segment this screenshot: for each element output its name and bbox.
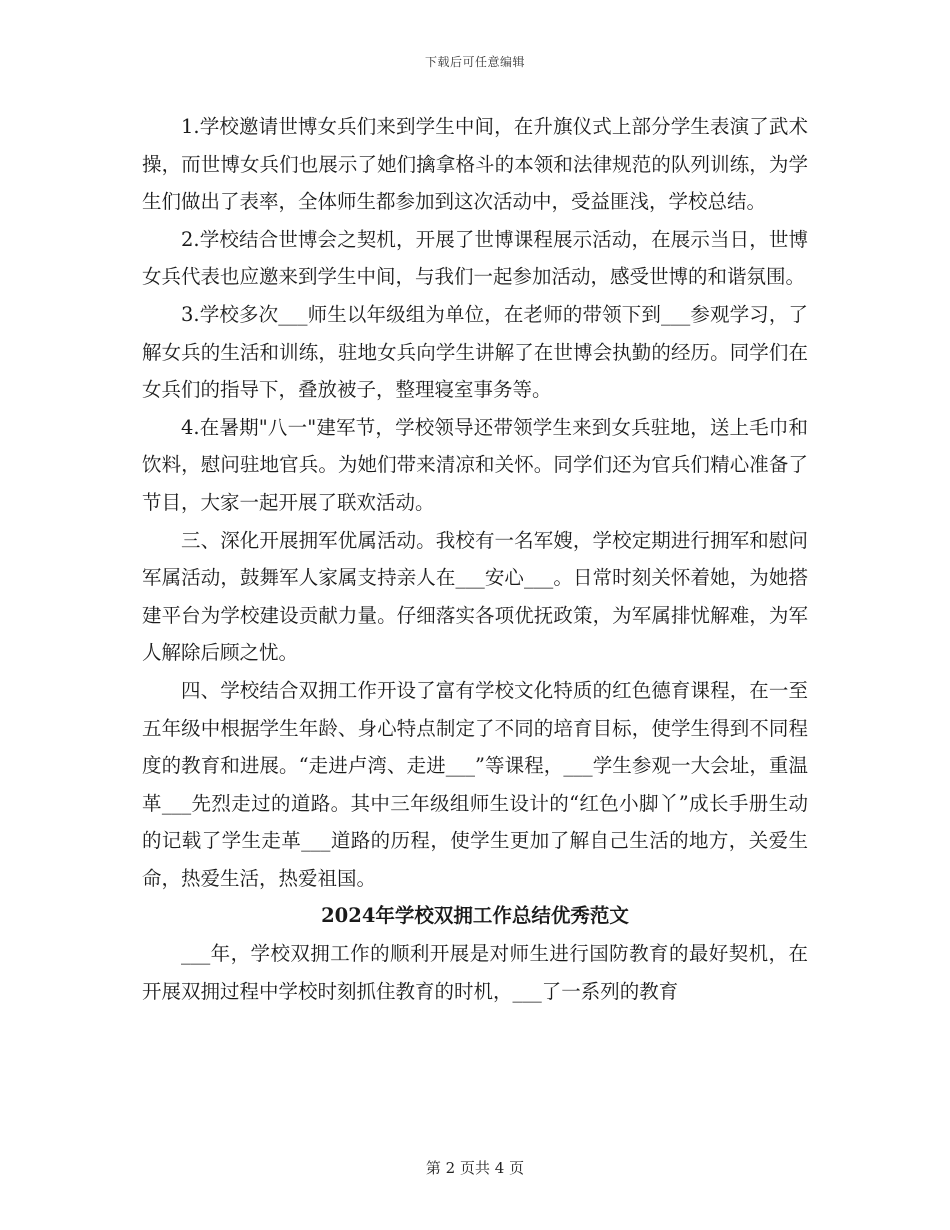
page-header-note: 下载后可任意编辑	[424, 55, 525, 69]
paragraph-item-4: 4.在暑期"八一"建军节，学校领导还带领学生来到女兵驻地，送上毛巾和饮料，慰问驻地官兵。为她们带来清凉和关怀。同学们还为官兵们精心准备了节目，大家一起开展了联欢活动。	[142, 415, 808, 514]
paragraph-section-four: 四、学校结合双拥工作开设了富有学校文化特质的红色德育课程，在一至五年级中根据学生年龄、身心特点制定了不同的培育目标，使学生得到不同程度的教育和进展。“走进卢湾、走进___”等课程，___学生参观一大会址，重温革___先烈走过的道路。其中三年级组师生设计的“红色小脚丫”成长手册生动的记载了学生走革___道路的历程，使学生更加了解自己生活的地方，关爱生命，热爱生活，热爱祖国。	[142, 678, 808, 890]
page-number-footer: 第 2 页共 4 页	[425, 1159, 525, 1177]
paragraph-opening: ___年，学校双拥工作的顺利开展是对师生进行国防教育的最好契机，在开展双拥过程中学校时刻抓住教育的时机，___了一系列的教育	[142, 942, 808, 1003]
document-heading: 2024年学校双拥工作总结优秀范文	[321, 904, 629, 928]
document-body	[142, 108, 808, 1010]
paragraph-item-2: 2.学校结合世博会之契机，开展了世博课程展示活动，在展示当日，世博女兵代表也应邀来到学生中间，与我们一起参加活动，感受世博的和谐氛围。	[142, 227, 808, 289]
paragraph-item-1: 1.学校邀请世博女兵们来到学生中间，在升旗仪式上部分学生表演了武术操，而世博女兵们也展示了她们擒拿格斗的本领和法律规范的队列训练，为学生们做出了表率，全体师生都参加到这次活动中，受益匪浅，学校总结。	[142, 115, 808, 214]
paragraph-item-3: 3.学校多次___师生以年级组为单位，在老师的带领下到___参观学习，了解女兵的生活和训练，驻地女兵向学生讲解了在世博会执勤的经历。同学们在女兵们的指导下，叠放被子，整理寝室事务等。	[142, 302, 808, 402]
paragraph-section-three: 三、深化开展拥军优属活动。我校有一名军嫂，学校定期进行拥军和慰问军属活动，鼓舞军人家属支持亲人在___安心___。日常时刻关怀着她，为她搭建平台为学校建设贡献力量。仔细落实各项优抚政策，为军属排忧解难，为军人解除后顾之忧。	[142, 528, 808, 665]
